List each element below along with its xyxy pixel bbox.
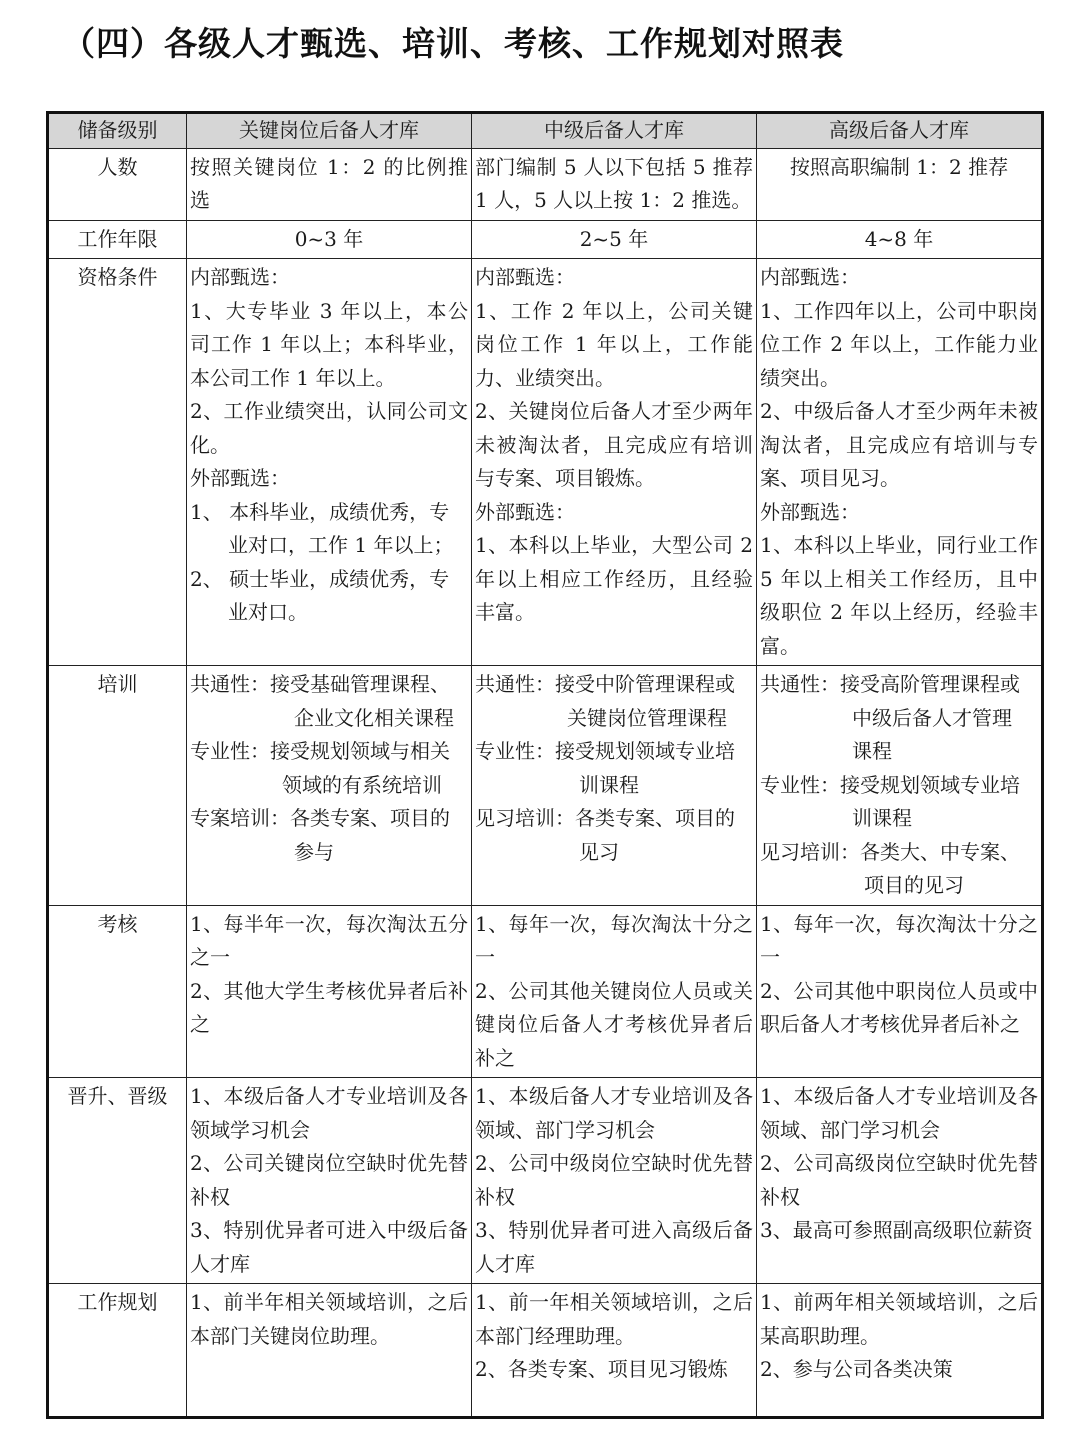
table-header-row [48, 113, 1043, 149]
cell-planning-mid: 1、前一年相关领域培训，之后本部门经理助理。 2、各类专案、项目见习锻炼 [472, 1284, 757, 1418]
comparison-table [46, 111, 1044, 1419]
row-label-assessment: 考核 [48, 905, 187, 1078]
row-label-years: 工作年限 [48, 220, 187, 259]
cell-assessment-mid: 1、每年一次，每次淘汰十分之一 2、公司其他关键岗位人员或关键岗位后备人才考核优异者后补之 [472, 905, 757, 1078]
cell-count-key: 按照关键岗位 1：2 的比例推选 [187, 148, 472, 220]
header-key-pool: 关键岗位后备人才库 [187, 113, 472, 149]
table-row-planning [48, 1284, 1043, 1418]
cell-years-senior: 4~8 年 [757, 220, 1043, 259]
header-level: 储备级别 [48, 113, 187, 149]
cell-training-senior: 共通性：接受高阶管理课程或 中级后备人才管理 课程 专业性：接受规划领域专业培 训课程 见习培训：各类大、中专案、 项目的见习 [757, 666, 1043, 906]
table-row-years [48, 220, 1043, 259]
row-label-qualification: 资格条件 [48, 259, 187, 666]
table-row-count [48, 148, 1043, 220]
cell-count-senior: 按照高职编制 1：2 推荐 [757, 148, 1043, 220]
cell-planning-senior: 1、前两年相关领域培训，之后某高职助理。 2、参与公司各类决策 [757, 1284, 1043, 1418]
table-row-qualification [48, 259, 1043, 666]
cell-promotion-senior: 1、本级后备人才专业培训及各领域、部门学习机会 2、公司高级岗位空缺时优先替补权 3、最高可参照副高级职位薪资 [757, 1078, 1043, 1284]
row-label-training: 培训 [48, 666, 187, 906]
cell-qualification-senior: 内部甄选： 1、工作四年以上，公司中职岗位工作 2 年以上，工作能力业绩突出。 2、中级后备人才至少两年未被淘汰者，且完成应有培训与专案、项目见习。 外部甄选： 1、本科以上毕业，同行业工作 5 年以上相关工作经历，且中级职位 2 年以上经历，经验丰富。 [757, 259, 1043, 666]
row-label-promotion: 晋升、晋级 [48, 1078, 187, 1284]
header-mid-pool: 中级后备人才库 [472, 113, 757, 149]
cell-assessment-senior: 1、每年一次，每次淘汰十分之一 2、公司其他中职岗位人员或中职后备人才考核优异者后补之 [757, 905, 1043, 1078]
cell-qualification-key: 内部甄选： 1、大专毕业 3 年以上，本公司工作 1 年以上；本科毕业，本公司工作 1 年以上。 2、工作业绩突出，认同公司文化。 外部甄选： 1、 本科毕业，成绩优秀，专 业对口，工作 1 年以上； 2、 硕士毕业，成绩优秀，专 业对口。 [187, 259, 472, 666]
cell-promotion-mid: 1、本级后备人才专业培训及各领域、部门学习机会 2、公司中级岗位空缺时优先替补权 3、特别优异者可进入高级后备人才库 [472, 1078, 757, 1284]
page-title: （四）各级人才甄选、培训、考核、工作规划对照表 [62, 24, 844, 63]
cell-planning-key: 1、前半年相关领域培训，之后本部门关键岗位助理。 [187, 1284, 472, 1418]
cell-training-mid: 共通性：接受中阶管理课程或 关键岗位管理课程 专业性：接受规划领域专业培 训课程 见习培训：各类专案、项目的 见习 [472, 666, 757, 906]
cell-training-key: 共通性：接受基础管理课程、 企业文化相关课程 专业性：接受规划领域与相关 领域的有系统培训 专案培训：各类专案、项目的 参与 [187, 666, 472, 906]
cell-years-key: 0~3 年 [187, 220, 472, 259]
cell-count-mid: 部门编制 5 人以下包括 5 推荐 1 人，5 人以上按 1：2 推选。 [472, 148, 757, 220]
table-row-promotion [48, 1078, 1043, 1284]
cell-years-mid: 2~5 年 [472, 220, 757, 259]
cell-promotion-key: 1、本级后备人才专业培训及各领域学习机会 2、公司关键岗位空缺时优先替补权 3、特别优异者可进入中级后备人才库 [187, 1078, 472, 1284]
row-label-count: 人数 [48, 148, 187, 220]
header-senior-pool: 高级后备人才库 [757, 113, 1043, 149]
cell-assessment-key: 1、每半年一次，每次淘汰五分之一 2、其他大学生考核优异者后补之 [187, 905, 472, 1078]
cell-qualification-mid: 内部甄选： 1、工作 2 年以上，公司关键岗位工作 1 年以上，工作能力、业绩突出。 2、关键岗位后备人才至少两年未被淘汰者，且完成应有培训与专案、项目锻炼。 外部甄选： 1、本科以上毕业，大型公司 2 年以上相应工作经历，且经验丰富。 [472, 259, 757, 666]
row-label-planning: 工作规划 [48, 1284, 187, 1418]
table-row-training [48, 666, 1043, 906]
table-row-assessment [48, 905, 1043, 1078]
